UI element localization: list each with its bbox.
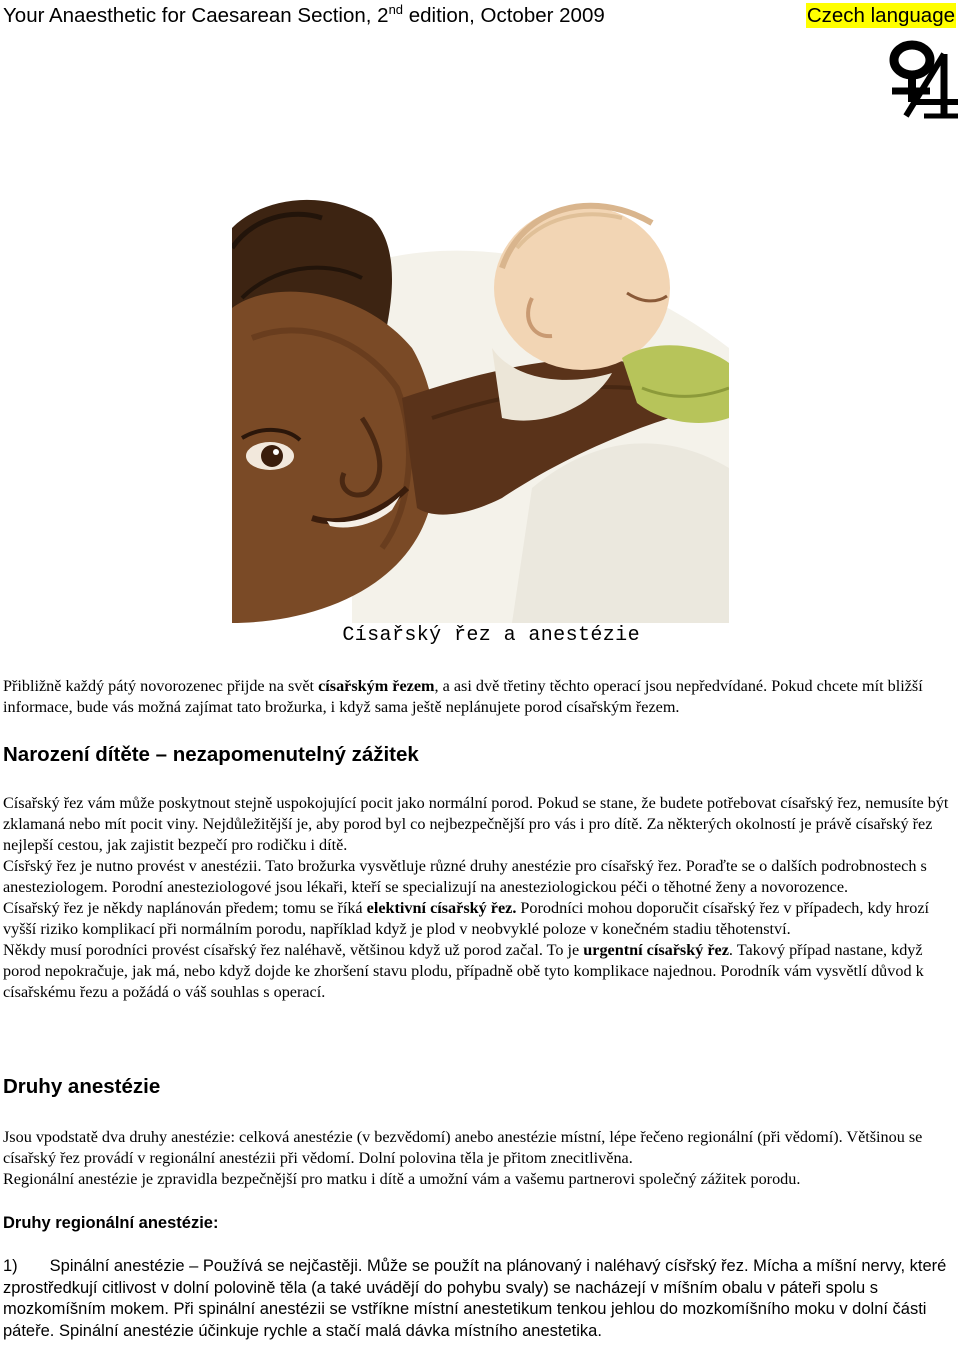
document-title: Císařský řez a anestézie — [342, 624, 640, 647]
intro-text-2: , a asi dvě třetiny těchto operací jsou nepředvídané. Pokud chcete mít bližší informace, bude vás možná zajímat tato brožurka, i když sama ještě neplánujete porod císařským řezem. — [3, 677, 923, 716]
section1-p3-bold: elektivní císařský řez. — [366, 899, 517, 917]
header-title-rest: edition, October 2009 — [403, 4, 605, 27]
section2-heading-text: Druhy anestézie — [3, 1075, 161, 1098]
section2-body — [3, 1127, 958, 1190]
section2-heading — [3, 1074, 958, 1100]
document-header-title — [3, 4, 605, 28]
intro-text-1: Přibližně každý pátý novorozenec přijde na svět — [3, 677, 319, 695]
section2-paragraph-2: Regionální anestézie je zpravidla bezpečnější pro matku i dítě a umožní vám a vašemu partnerovi společný zážitek porodu. — [3, 1170, 801, 1188]
section1-paragraph-2: Císřský řez je nutno provést v anestézii. Tato brožurka vysvětluje různé druhy anestézie pro císařský řez. Poraďte se o dalších podrobnostech s anesteziologem. Porodní anesteziologové jsou lékaři, kteří se specializují na anesteziologickou péči o těhotné ženy a novorozence. — [3, 857, 927, 896]
language-badge: Czech language — [806, 4, 955, 27]
section2-subheading-text: Druhy regionální anestézie: — [3, 1214, 219, 1232]
section1-paragraph-4 — [3, 940, 958, 1003]
list-item-text: Spinální anestézie – Používá se nejčastěji. Může se použít na plánovaný i naléhavý císřský řez. Mícha a míšní nervy, které zprostředkují citlivost v dolní polovině těla (a také uvádějí do pohybu svaly) se nacházejí v míšním obalu v páteři spolu s mozkomíšním mokem. Při spinální anestézii se vstříkne místní anestetikum tenkou jehlou do mozkomíšního moku v dolní části páteře. Spinální anestézie účinkuje rychle a stačí malá dávka místního anestetika. — [3, 1257, 947, 1340]
header-title-superscript: nd — [388, 2, 404, 17]
mother-and-baby-illustration — [232, 188, 729, 623]
section1-body — [3, 793, 958, 1003]
section2-subheading — [3, 1212, 958, 1234]
section1-p3-text-1: Císařský řez je někdy naplánován předem; tomu se říká — [3, 899, 367, 917]
regional-list — [3, 1256, 958, 1342]
section1-p3-text-2: Porodníci mohou doporučit císařský řez v případech, kdy hrozí vyšší riziko komplikací při normálním porodu, například když je plod v neobvyklé poloze v konečném stadiu těhotenství. — [3, 899, 930, 938]
oaa-logo-icon — [884, 36, 960, 120]
section1-p4-text-1: Někdy musí porodníci provést císařský řez naléhavě, většinou když už porod začal. To je — [3, 941, 584, 959]
section1-heading-text: Narození dítěte – nezapomenutelný zážitek — [3, 743, 419, 766]
section1-p4-text-2: . Takový případ nastane, když porod nepokračuje, jak má, nebo když dojde ke zhoršení stavu plodu, případně obě tyto komplikace najednou. Porodník vám vysvětlí důvod k císařskému řezu a požádá o váš souhlas s operací. — [3, 941, 924, 1001]
intro-paragraph — [3, 676, 958, 718]
section1-paragraph-3 — [3, 898, 958, 940]
header-title-main: Your Anaesthetic for Caesarean Section, 2 — [3, 4, 389, 27]
section2-paragraph-1: Jsou vpodstatě dva druhy anestézie: celková anestézie (v bezvědomí) anebo anestézie místní, lépe řečeno regionální (při vědomí). Většinou se císařský řez provádí v regionální anestézii při vědomí. Dolní polovina těla je přitom znecitlivěna. — [3, 1128, 923, 1167]
intro-bold-1: císařským řezem — [318, 677, 435, 695]
section1-heading — [3, 742, 958, 768]
list-item-number: 1) — [3, 1257, 18, 1275]
section1-paragraph-1: Císařský řez vám může poskytnout stejně uspokojující pocit jako normální porod. Pokud se stane, že budete potřebovat císařský řez, nemusíte být zklamaná nebo mít pocit viny. Nejdůležitější je, aby porod byl co nejbezpečnější pro vás i pro dítě. Za některých okolností je právě císařský řez nejlepší cestou, jak zajistit bezpečí pro rodičku i dítě. — [3, 794, 949, 854]
section1-p4-bold: urgentní císařský řez — [583, 941, 729, 959]
regional-list-item-1 — [3, 1256, 958, 1342]
